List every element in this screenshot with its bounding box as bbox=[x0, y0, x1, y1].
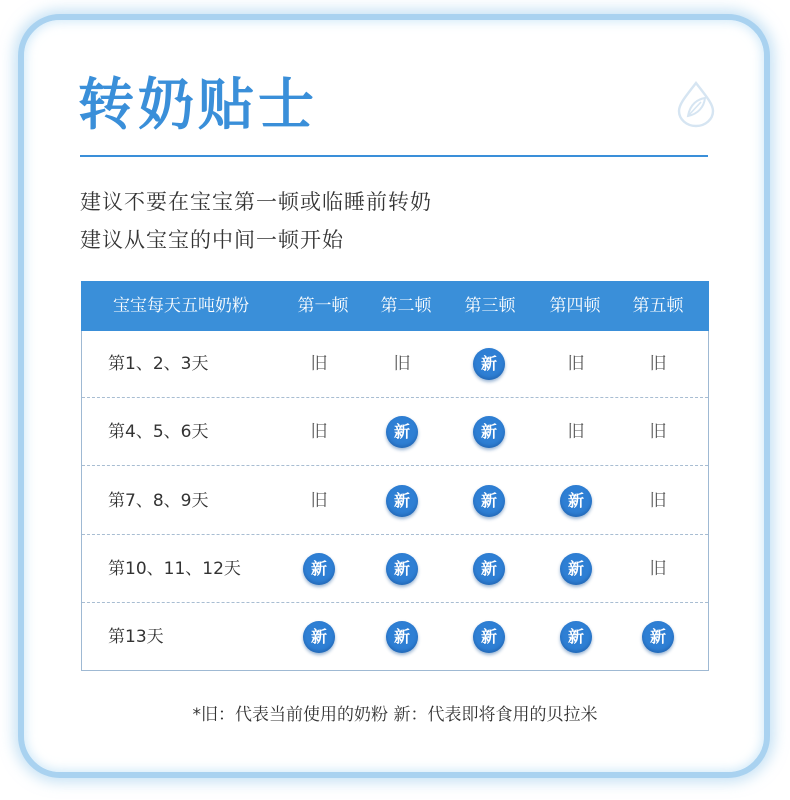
new-badge: 新 bbox=[473, 621, 505, 653]
old-label: 旧 bbox=[649, 559, 667, 579]
old-label: 旧 bbox=[393, 354, 411, 374]
new-badge: 新 bbox=[473, 553, 505, 585]
old-label: 旧 bbox=[649, 491, 667, 511]
new-badge: 新 bbox=[473, 416, 505, 448]
table-cell bbox=[546, 399, 606, 466]
new-badge: 新 bbox=[642, 621, 674, 653]
table-cell bbox=[289, 468, 349, 535]
table-cell bbox=[372, 536, 432, 603]
column-header: 第四顿 bbox=[549, 296, 601, 316]
new-badge: 新 bbox=[303, 553, 335, 585]
tip-line: 建议从宝宝的中间一顿开始 bbox=[80, 228, 344, 252]
table-row bbox=[82, 536, 708, 603]
row-label: 第1、2、3天 bbox=[108, 354, 209, 374]
new-badge: 新 bbox=[473, 348, 505, 380]
leaf-drop-icon bbox=[674, 80, 718, 128]
table-row bbox=[82, 331, 708, 398]
table-cell bbox=[628, 399, 688, 466]
table-cell bbox=[289, 399, 349, 466]
row-label: 第10、11、12天 bbox=[108, 559, 241, 579]
table-cell bbox=[459, 536, 519, 603]
table-cell bbox=[372, 468, 432, 535]
new-badge: 新 bbox=[386, 485, 418, 517]
new-badge: 新 bbox=[560, 485, 592, 517]
old-label: 旧 bbox=[567, 422, 585, 442]
new-badge: 新 bbox=[473, 485, 505, 517]
column-header: 第五顿 bbox=[632, 296, 684, 316]
column-header: 第三顿 bbox=[464, 296, 516, 316]
old-label: 旧 bbox=[310, 422, 328, 442]
new-badge: 新 bbox=[386, 416, 418, 448]
old-label: 旧 bbox=[567, 354, 585, 374]
table-row bbox=[82, 468, 708, 535]
table-cell bbox=[628, 331, 688, 398]
table-cell bbox=[372, 331, 432, 398]
row-label: 第13天 bbox=[108, 627, 164, 647]
row-label: 第7、8、9天 bbox=[108, 491, 209, 511]
table-cell bbox=[289, 536, 349, 603]
old-label: 旧 bbox=[649, 422, 667, 442]
table-cell bbox=[546, 331, 606, 398]
table-cell bbox=[459, 468, 519, 535]
table-cell bbox=[459, 399, 519, 466]
column-header: 第二顿 bbox=[380, 296, 432, 316]
title-divider bbox=[80, 155, 708, 157]
table-cell bbox=[546, 468, 606, 535]
column-header: 第一顿 bbox=[297, 296, 349, 316]
new-badge: 新 bbox=[386, 621, 418, 653]
tip-line: 建议不要在宝宝第一顿或临睡前转奶 bbox=[80, 190, 432, 214]
table-cell bbox=[628, 604, 688, 671]
table-cell bbox=[289, 331, 349, 398]
table-row bbox=[82, 604, 708, 671]
legend-footnote: *旧：代表当前使用的奶粉 新：代表即将食用的贝拉米 bbox=[192, 705, 598, 725]
table-header bbox=[81, 281, 709, 331]
table-cell bbox=[289, 604, 349, 671]
new-badge: 新 bbox=[303, 621, 335, 653]
old-label: 旧 bbox=[310, 491, 328, 511]
new-badge: 新 bbox=[560, 621, 592, 653]
table-cell bbox=[459, 331, 519, 398]
new-badge: 新 bbox=[386, 553, 418, 585]
row-label: 第4、5、6天 bbox=[108, 422, 209, 442]
new-badge: 新 bbox=[560, 553, 592, 585]
old-label: 旧 bbox=[310, 354, 328, 374]
column-header: 宝宝每天五吨奶粉 bbox=[113, 296, 249, 316]
table-row bbox=[82, 399, 708, 466]
page-title: 转奶贴士 bbox=[78, 73, 318, 138]
table-cell bbox=[628, 468, 688, 535]
table-cell bbox=[546, 536, 606, 603]
table-cell bbox=[372, 399, 432, 466]
feeding-schedule-table bbox=[81, 281, 709, 671]
table-cell bbox=[372, 604, 432, 671]
table-cell bbox=[628, 536, 688, 603]
old-label: 旧 bbox=[649, 354, 667, 374]
table-cell bbox=[459, 604, 519, 671]
table-cell bbox=[546, 604, 606, 671]
